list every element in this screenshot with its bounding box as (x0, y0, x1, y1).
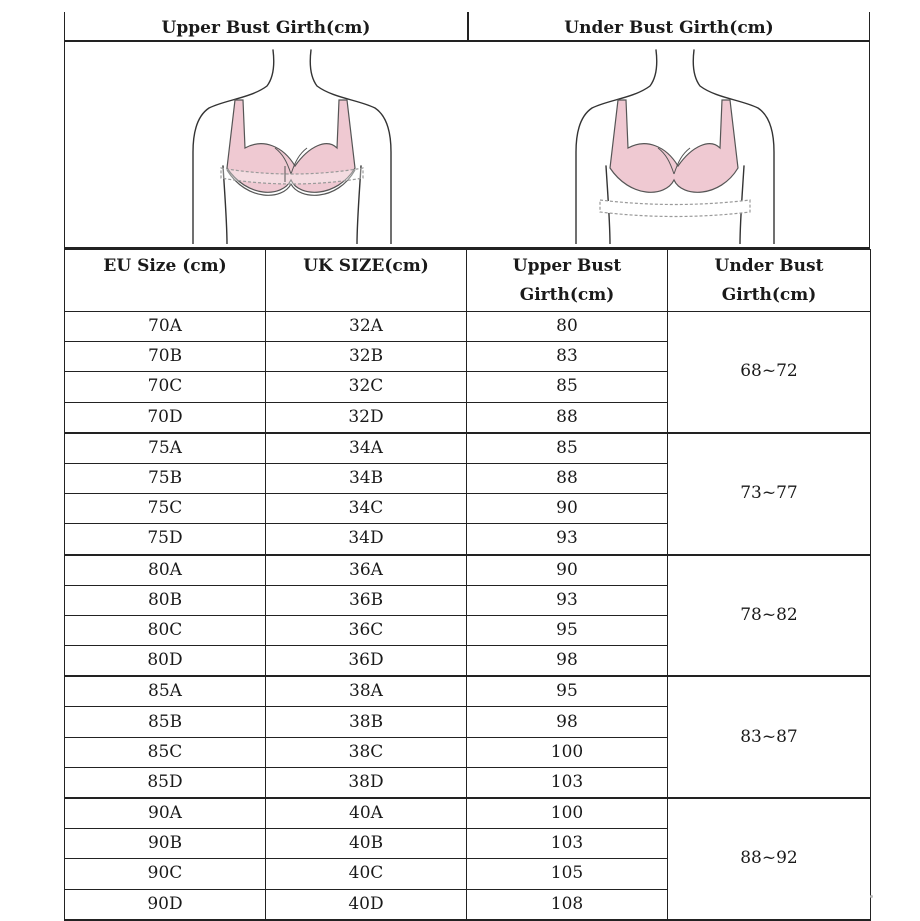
eu-size-header (65, 250, 266, 312)
uk-size-cell: 34D (266, 524, 467, 555)
uk-size-cell: 36D (266, 646, 467, 677)
under-bust-range-cell: 83~87 (668, 676, 871, 798)
eu-size-cell: 75C (65, 494, 266, 524)
eu-size-cell: 85C (65, 737, 266, 767)
uk-size-cell: 38B (266, 707, 467, 737)
upper-bust-cell: 90 (467, 555, 668, 586)
size-table-body (65, 312, 871, 920)
eu-size-cell: 70D (65, 402, 266, 433)
eu-size-cell: 80A (65, 555, 266, 586)
under-bust-range-cell: 88~92 (668, 798, 871, 920)
eu-size-cell: 80D (65, 646, 266, 677)
uk-size-cell: 40A (266, 798, 467, 829)
eu-size-cell: 70C (65, 372, 266, 402)
eu-size-cell: 90B (65, 829, 266, 859)
upper-bust-figure (187, 48, 397, 244)
upper-bust-cell: 85 (467, 433, 668, 464)
uk-size-label: UK SIZE(cm) (303, 256, 429, 276)
uk-size-cell: 38A (266, 676, 467, 707)
table-row (65, 312, 871, 342)
uk-size-cell: 40D (266, 889, 467, 920)
upper-bust-cell: 100 (467, 737, 668, 767)
upper-bust-label-line1: Upper Bust (512, 256, 622, 276)
eu-size-cell: 90D (65, 889, 266, 920)
eu-size-cell: 90C (65, 859, 266, 889)
measurement-header (64, 12, 870, 42)
eu-size-cell: 75D (65, 524, 266, 555)
upper-bust-label-line2: Girth(cm) (519, 285, 615, 305)
upper-bust-cell: 103 (467, 829, 668, 859)
upper-bust-cell: 88 (467, 463, 668, 493)
uk-size-cell: 38C (266, 737, 467, 767)
stray-mark (870, 895, 873, 898)
under-bust-header (668, 250, 871, 312)
under-bust-range-cell: 68~72 (668, 312, 871, 433)
eu-size-cell: 70B (65, 342, 266, 372)
under-bust-heading: Under Bust Girth(cm) (564, 18, 774, 38)
upper-bust-cell: 88 (467, 402, 668, 433)
uk-size-cell: 36A (266, 555, 467, 586)
uk-size-cell: 34B (266, 463, 467, 493)
upper-bust-heading: Upper Bust Girth(cm) (161, 18, 371, 38)
uk-size-cell: 40B (266, 829, 467, 859)
upper-bust-cell: 95 (467, 615, 668, 645)
upper-bust-cell: 105 (467, 859, 668, 889)
upper-bust-header (467, 250, 668, 312)
eu-size-cell: 75A (65, 433, 266, 464)
table-row (65, 798, 871, 829)
eu-size-label: EU Size (cm) (103, 256, 227, 276)
under-bust-figure (570, 48, 780, 244)
uk-size-cell: 32D (266, 402, 467, 433)
uk-size-header (266, 250, 467, 312)
uk-size-cell: 36B (266, 585, 467, 615)
uk-size-cell: 34A (266, 433, 467, 464)
eu-size-cell: 85D (65, 767, 266, 798)
eu-size-cell: 85B (65, 707, 266, 737)
eu-size-cell: 90A (65, 798, 266, 829)
measurement-illustrations (64, 42, 870, 249)
uk-size-cell: 36C (266, 615, 467, 645)
eu-size-cell: 75B (65, 463, 266, 493)
eu-size-cell: 80C (65, 615, 266, 645)
uk-size-cell: 34C (266, 494, 467, 524)
under-bust-label-line1: Under Bust (714, 256, 824, 276)
uk-size-cell: 40C (266, 859, 467, 889)
uk-size-cell: 32B (266, 342, 467, 372)
eu-size-cell: 70A (65, 312, 266, 342)
upper-bust-cell: 103 (467, 767, 668, 798)
uk-size-cell: 38D (266, 767, 467, 798)
table-row (65, 676, 871, 707)
eu-size-cell: 80B (65, 585, 266, 615)
under-bust-range-cell: 73~77 (668, 433, 871, 555)
upper-bust-cell: 85 (467, 372, 668, 402)
upper-bust-cell: 108 (467, 889, 668, 920)
size-table (64, 249, 871, 921)
upper-bust-cell: 90 (467, 494, 668, 524)
upper-bust-cell: 93 (467, 524, 668, 555)
upper-bust-cell: 100 (467, 798, 668, 829)
upper-bust-cell: 83 (467, 342, 668, 372)
table-header-row (65, 250, 871, 312)
upper-bust-cell: 95 (467, 676, 668, 707)
eu-size-cell: 85A (65, 676, 266, 707)
under-bust-range-cell: 78~82 (668, 555, 871, 677)
uk-size-cell: 32C (266, 372, 467, 402)
table-row (65, 555, 871, 586)
upper-bust-cell: 80 (467, 312, 668, 342)
uk-size-cell: 32A (266, 312, 467, 342)
table-row (65, 433, 871, 464)
upper-bust-cell: 98 (467, 646, 668, 677)
size-chart (64, 0, 870, 920)
upper-bust-cell: 93 (467, 585, 668, 615)
upper-bust-cell: 98 (467, 707, 668, 737)
under-bust-label-line2: Girth(cm) (721, 285, 817, 305)
